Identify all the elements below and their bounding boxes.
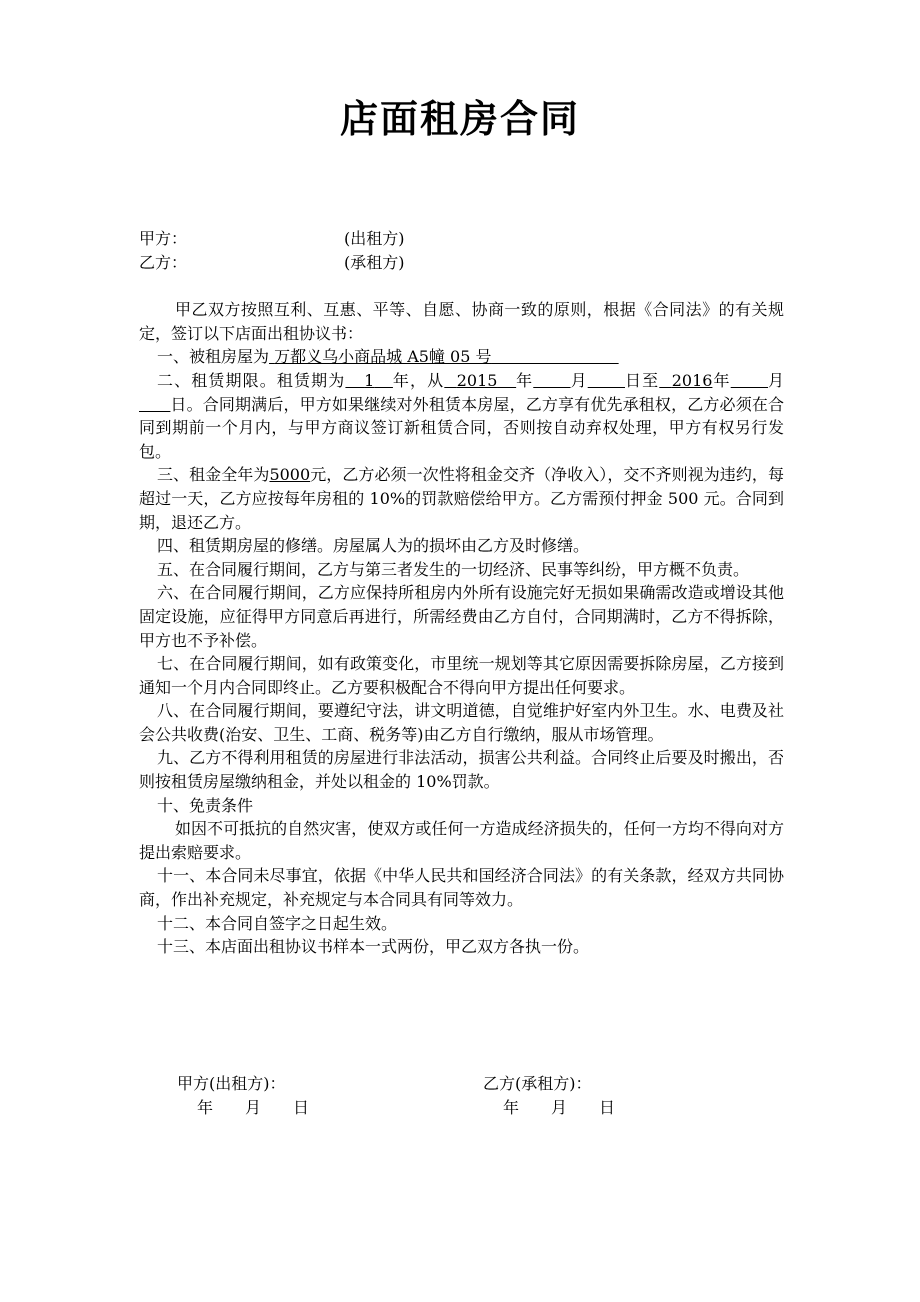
signature-party-a-label: 甲方(出租方)： bbox=[177, 1074, 286, 1093]
party-a-role: (出租方) bbox=[344, 229, 405, 248]
annual-rent-amount: 5000 bbox=[269, 465, 311, 485]
start-day-blank bbox=[588, 371, 625, 390]
clause-3 bbox=[139, 463, 784, 534]
signature-party-b-date: 年 月 日 bbox=[503, 1098, 616, 1117]
clause-3-rest: 元，乙方必须一次性将租金交齐（净收入），交不齐则视为违约，每超过一天，乙方应按每年房租的 10%的罚款赔偿给甲方。乙方需预付押金 500 元。合同到期，退还乙方。 bbox=[139, 465, 784, 532]
clause-1-prefix: 一、被租房屋为 bbox=[157, 347, 270, 367]
preamble: 甲乙双方按照互利、互惠、平等、自愿、协商一致的原则，根据《合同法》的有关规定，签订以下店面出租协议书： bbox=[139, 300, 784, 343]
party-a-line bbox=[139, 227, 784, 251]
start-year bbox=[444, 371, 516, 390]
party-a-label: 甲方： bbox=[139, 229, 188, 248]
lease-years bbox=[345, 371, 393, 390]
premises-address bbox=[269, 347, 619, 366]
clause-7: 七、在合同履行期间，如有政策变化，市里统一规划等其它原因需要拆除房屋，乙方接到通知一个月内合同即终止。乙方要积极配合不得向甲方提出任何要求。 bbox=[139, 654, 784, 697]
contract-body bbox=[139, 227, 784, 959]
clause-2-rest: 日。合同期满后，甲方如果继续对外租赁本房屋，乙方享有优先承租权，乙方必须在合同到期前一个月内，与甲方商议签订新租赁合同，否则按自动弃权处理，甲方有权另行发包。 bbox=[139, 394, 784, 461]
signature-party-a bbox=[177, 1072, 309, 1120]
signature-party-b bbox=[483, 1072, 615, 1120]
end-month-blank bbox=[731, 371, 768, 390]
premises-address-value: 万都义乌小商品城 A5幢 05 号 bbox=[274, 347, 492, 367]
clause-10-title: 十、免责条件 bbox=[157, 795, 254, 815]
clause-11: 十一、本合同未尽事宜，依据《中华人民共和国经济合同法》的有关条款，经双方共同协商，作出补充规定，补充规定与本合同具有同等效力。 bbox=[139, 866, 784, 910]
party-b-label: 乙方： bbox=[139, 252, 188, 272]
clause-1 bbox=[139, 345, 784, 369]
clause-2-end-year-label: 年 bbox=[712, 370, 731, 390]
clause-2-to: 日至 bbox=[625, 370, 660, 390]
clause-8: 八、在合同履行期间，要遵纪守法，讲文明道德，自觉维护好室内外卫生。水、电费及社会公共收费(治安、卫生、工商、税务等)由乙方自行缴纳，服从市场管理。 bbox=[139, 701, 784, 744]
party-b-line bbox=[139, 251, 784, 275]
clause-10-body: 如因不可抵抗的自然灾害，使双方或任何一方造成经济损失的，任何一方均不得向对方提出索赔要求。 bbox=[139, 819, 784, 862]
spacer bbox=[139, 274, 784, 298]
lease-years-value: 1 bbox=[364, 370, 375, 390]
end-day-blank bbox=[139, 395, 170, 414]
clause-12: 十二、本合同自签字之日起生效。 bbox=[157, 913, 398, 933]
clause-2 bbox=[139, 369, 784, 463]
signature-party-a-date: 年 月 日 bbox=[197, 1098, 310, 1117]
document-title: 店面租房合同 bbox=[339, 97, 580, 141]
clause-6: 六、在合同履行期间，乙方应保持所租房内外所有设施完好无损如果确需改造或增设其他固定设施，应征得甲方同意后再进行，所需经费由乙方自付，合同期满时，乙方不得拆除，甲方也不予补偿。 bbox=[139, 583, 784, 650]
clause-2-year-label: 年 bbox=[516, 370, 534, 390]
clause-2-prefix: 二、租赁期限。租赁期为 bbox=[157, 370, 346, 390]
end-year-value: 2016 bbox=[671, 370, 713, 390]
clause-2-month-label: 月 bbox=[570, 370, 588, 390]
clause-2-end-month-label: 月 bbox=[767, 370, 784, 390]
clause-2-from: 年，从 bbox=[392, 370, 445, 390]
start-month-blank bbox=[533, 371, 570, 390]
party-b-role: (承租方) bbox=[344, 252, 405, 272]
clause-3-prefix: 三、租金全年为 bbox=[157, 465, 270, 485]
clause-9: 九、乙方不得利用租赁的房屋进行非法活动，损害公共利益。合同终止后要及时搬出，否则按租赁房屋缴纳租金，并处以租金的 10%罚款。 bbox=[139, 748, 784, 792]
clause-5: 五、在合同履行期间，乙方与第三者发生的一切经济、民事等纠纷，甲方概不负责。 bbox=[157, 559, 750, 579]
clause-13: 十三、本店面出租协议书样本一式两份，甲乙双方各执一份。 bbox=[157, 937, 590, 957]
start-year-value: 2015 bbox=[456, 370, 498, 390]
clause-4: 四、租赁期房屋的修缮。房屋属人为的损坏由乙方及时修缮。 bbox=[157, 536, 590, 556]
end-year bbox=[659, 371, 712, 390]
signature-party-b-label: 乙方(承租方)： bbox=[483, 1074, 592, 1093]
